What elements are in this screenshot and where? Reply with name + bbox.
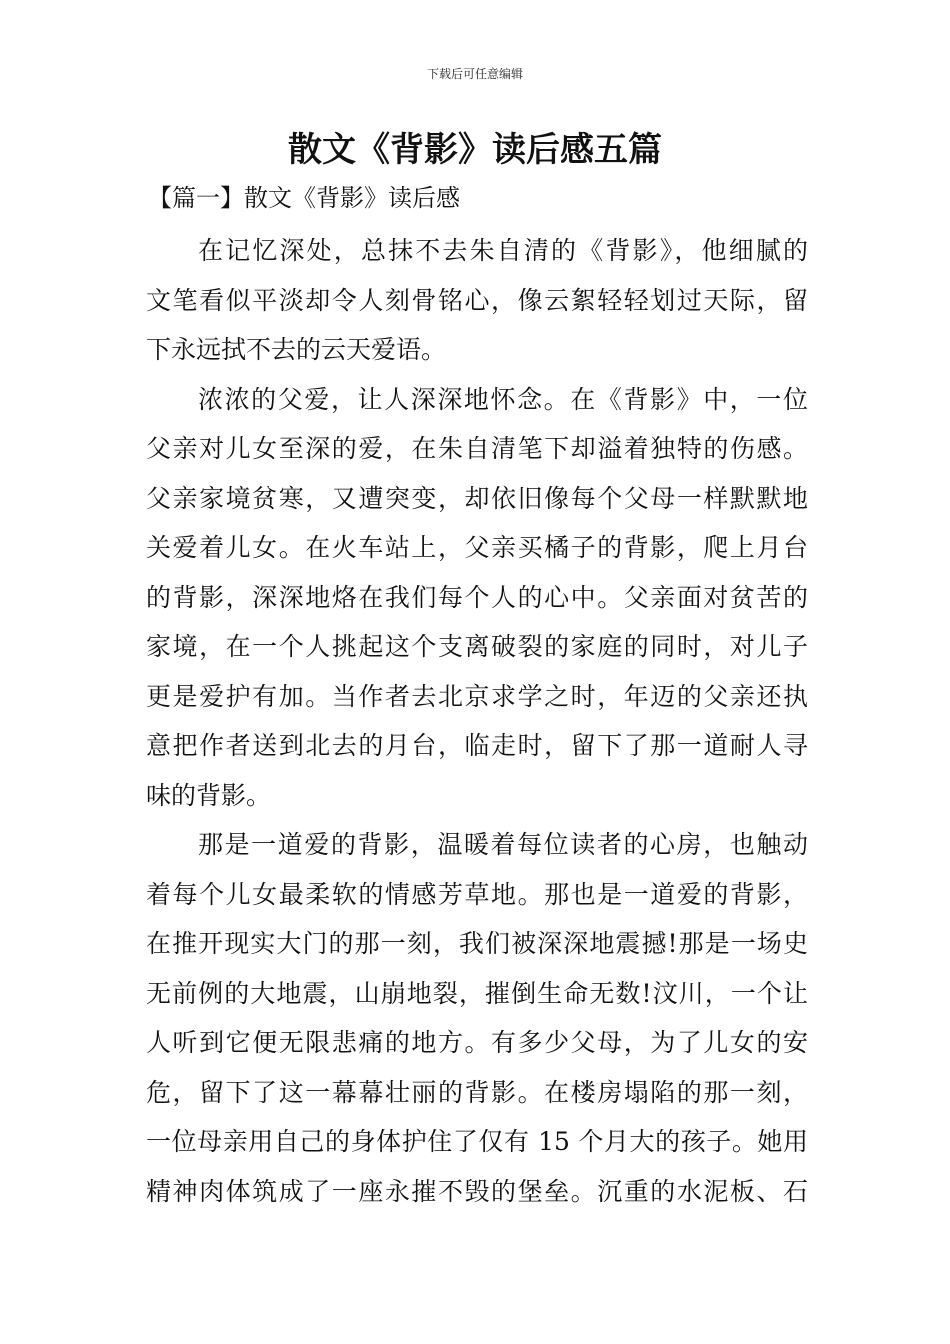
text-line: 父亲家境贫寒，又遭突变，却依旧像每个父母一样默默地 (146, 483, 808, 513)
text-line: 味的背影。 (146, 780, 272, 810)
text-line: 更是爱护有加。当作者去北京求学之时，年迈的父亲还执 (146, 681, 808, 711)
text-line: 意把作者送到北去的月台，临走时，留下了那一道耐人寻 (146, 731, 808, 760)
text-line: 一位母亲用自己的身体护住了仅有 15 个月大的孩子。她用 (146, 1127, 808, 1156)
text-line: 那是一道爱的背影，温暖着每位读者的心房，也触动 (198, 830, 808, 859)
header-note: 下载后可任意编辑 (426, 67, 523, 81)
paragraph (146, 375, 808, 821)
text-line: 在推开现实大门的那一刻，我们被深深地震撼!那是一场史 (146, 929, 808, 958)
text-line: 着每个儿女最柔软的情感芳草地。那也是一道爱的背影， (146, 879, 808, 909)
text-line: 关爱着儿女。在火车站上，父亲买橘子的背影，爬上月台 (146, 533, 808, 562)
text-line: 无前例的大地震，山崩地裂，摧倒生命无数!汶川，一个让 (146, 978, 808, 1008)
text-line: 父亲对儿女至深的爱，在朱自清笔下却溢着独特的伤感。 (146, 434, 808, 463)
text-line: 人听到它便无限悲痛的地方。有多少父母，为了儿女的安 (146, 1028, 808, 1057)
text-line: 的背影，深深地烙在我们每个人的心中。父亲面对贫苦的 (146, 582, 808, 612)
page-title: 散文《背影》读后感五篇 (288, 130, 662, 170)
text-line: 文笔看似平淡却令人刻骨铭心，像云絮轻轻划过天际，留 (146, 285, 808, 315)
text-line: 下永远拭不去的云天爱语。 (146, 335, 447, 364)
text-line: 危，留下了这一幕幕壮丽的背影。在楼房塌陷的那一刻， (146, 1077, 808, 1107)
section-heading: 【篇一】散文《背影》读后感 (148, 184, 460, 212)
text-line: 浓浓的父爱，让人深深地怀念。在《背影》中，一位 (198, 384, 808, 414)
paragraph (146, 820, 808, 1216)
text-line: 精神肉体筑成了一座永摧不毁的堡垒。沉重的水泥板、石 (146, 1176, 808, 1206)
document-body (146, 226, 808, 1216)
text-line: 家境，在一个人挑起这个支离破裂的家庭的同时，对儿子 (146, 632, 808, 661)
paragraph (146, 226, 808, 375)
text-line: 在记忆深处，总抹不去朱自清的《背影》，他细腻的 (198, 236, 808, 265)
